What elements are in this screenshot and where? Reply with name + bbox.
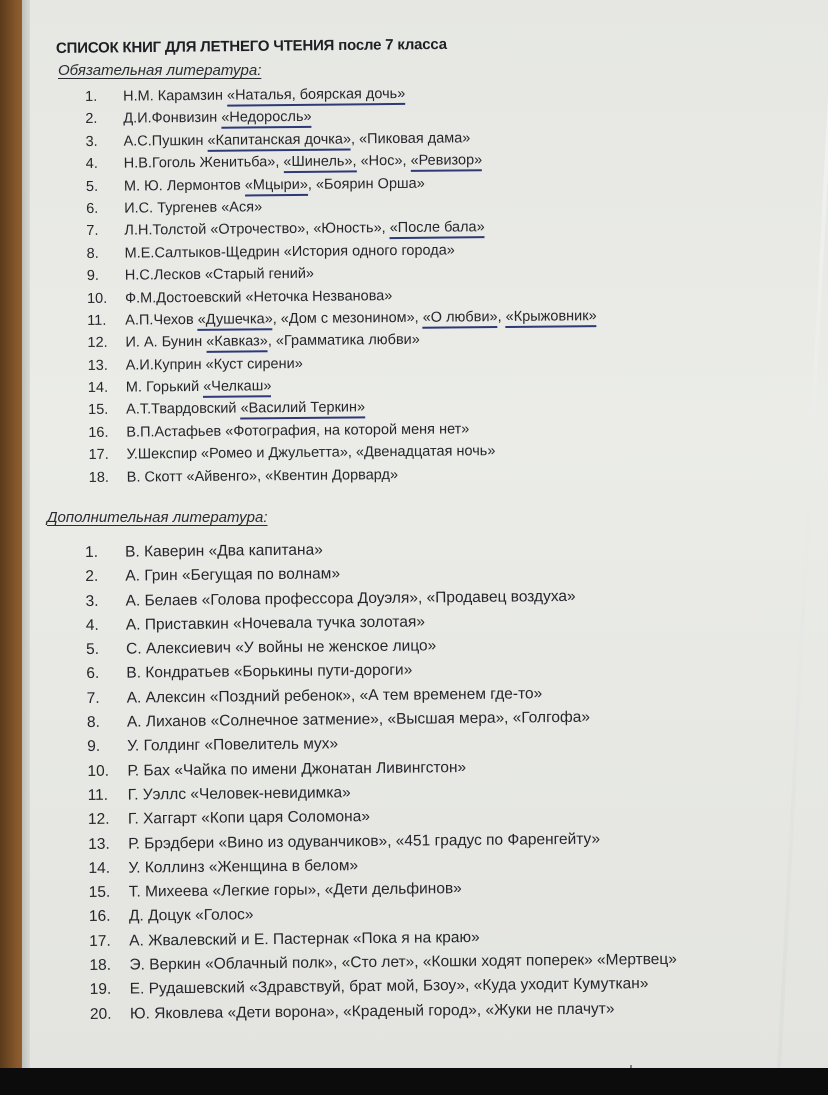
book-entry: А. Грин «Бегущая по волнам» — [125, 565, 341, 585]
item-number: 6. — [86, 200, 99, 217]
book-author: А.П.Чехов — [125, 311, 198, 329]
item-number: 19. — [89, 981, 112, 999]
underlined-book-title: «Душечка» — [198, 311, 273, 331]
item-number: 16. — [88, 908, 111, 926]
item-number: 15. — [88, 402, 109, 419]
book-author: Л.Н.Толстой — [124, 222, 211, 239]
book-entry: В. Каверин «Два капитана» — [125, 541, 323, 561]
item-number: 3. — [85, 592, 99, 610]
book-entry: Р. Бах «Чайка по имени Джонатан Ливингстон» — [127, 758, 467, 780]
book-title: «Фотография, на которой меня нет» — [225, 421, 470, 440]
required-literature-heading: Обязательная литература: — [58, 62, 262, 79]
book-author: И. А. Бунин — [125, 334, 207, 351]
book-title: «История одного города» — [283, 242, 455, 260]
book-title: «Куст сирени» — [205, 355, 303, 373]
item-number: 1. — [85, 543, 99, 561]
underlined-book-title: «Капитанская дочка» — [207, 131, 351, 151]
book-entry: А. Лиханов «Солнечное затмение», «Высшая мера», «Голгофа» — [126, 708, 591, 731]
item-number: 2. — [85, 568, 99, 586]
item-number: 9. — [87, 738, 101, 756]
item-number: 15. — [88, 883, 111, 902]
book-author: М. Горький — [125, 378, 204, 396]
item-number: 5. — [85, 178, 99, 195]
item-number: 13. — [87, 357, 108, 374]
book-entry: У. Голдинг «Повелитель мух» — [127, 735, 339, 755]
underlined-book-title: «Василий Теркин» — [240, 400, 365, 420]
item-number: 7. — [86, 689, 100, 707]
book-entry: Ю. Яковлева «Дети ворона», «Краденый город», «Жуки не плачут» — [129, 1000, 615, 1023]
book-author: Д.И.Фонвизин — [123, 110, 222, 128]
underlined-book-title: «Недоросль» — [221, 109, 311, 129]
book-title: , «Пиковая дама» — [350, 130, 471, 148]
underlined-book-title: «Кавказ» — [206, 334, 268, 354]
book-entry: Д. Доцук «Голос» — [128, 906, 254, 926]
book-entry: Г. Хаггарт «Копи царя Соломона» — [127, 808, 371, 828]
underlined-book-title: «Челкаш» — [203, 378, 271, 398]
item-number: 20. — [89, 1005, 112, 1023]
document-title: СПИСОК КНИГ ДЛЯ ЛЕТНЕГО ЧТЕНИЯ после 7 класса — [55, 35, 447, 57]
book-entry: Э. Веркин «Облачный полк», «Сто лет», «Кошки ходят поперек» «Мертвец» — [129, 950, 677, 974]
item-number: 12. — [87, 811, 110, 829]
book-title: , «Боярин Орша» — [307, 175, 425, 193]
paper-fold-edge — [777, 0, 828, 1070]
book-title: «Айвенго», «Квентин Дорвард» — [186, 466, 399, 485]
book-title: , «Дом с мезонином», — [272, 309, 423, 328]
book-author: У.Шекспир — [126, 446, 202, 463]
item-number: 4. — [85, 156, 98, 173]
item-number: 11. — [87, 312, 107, 329]
book-title: «Ася» — [221, 199, 263, 216]
book-title: , — [497, 308, 506, 325]
book-entry: А. Приставкин «Ночевала тучка золотая» — [125, 613, 426, 634]
item-number: 17. — [89, 932, 111, 950]
book-author: А.И.Куприн — [125, 356, 206, 374]
book-entry: Е. Рудашевский «Здравствуй, брат мой, Бзоу», «Куда уходит Кумуткан» — [129, 975, 649, 998]
item-number: 13. — [88, 835, 110, 853]
underlined-book-title: «Мцыри» — [245, 176, 308, 196]
item-number: 1. — [85, 88, 98, 105]
item-number: 8. — [86, 713, 100, 732]
book-entry: В. Кондратьев «Борькины пути-дороги» — [126, 662, 413, 683]
book-entry: А. Белаев «Голова профессора Доуэля», «Продавец воздуха» — [125, 587, 576, 610]
underlined-book-title: «О любви» — [423, 309, 498, 329]
item-number: 5. — [86, 641, 100, 659]
book-entry: Г. Уэллс «Человек-невидимка» — [127, 784, 351, 804]
item-number: 11. — [87, 786, 109, 804]
book-title: «Старый гений» — [204, 265, 315, 283]
book-author: И.С. Тургенев — [124, 199, 222, 217]
item-number: 18. — [88, 469, 110, 486]
item-number: 4. — [85, 616, 99, 634]
book-author: Ф.М.Достоевский — [124, 288, 246, 307]
book-entry: Р. Брэдбери «Вино из одуванчиков», «451 градус по Фаренгейту» — [128, 830, 601, 853]
book-entry: А. Жвалевский и Е. Пастернак «Пока я на краю» — [129, 928, 480, 950]
required-book-list — [85, 81, 598, 489]
item-number: 10. — [87, 762, 110, 780]
item-number: 8. — [86, 245, 99, 262]
book-author: Н.С.Лесков — [124, 266, 206, 284]
book-author: В. Скотт — [126, 468, 187, 486]
book-entry: А. Алексин «Поздний ребенок», «А тем временем где-то» — [126, 685, 543, 707]
underlined-book-title: «Ревизор» — [410, 152, 482, 172]
item-number: 9. — [86, 268, 99, 285]
book-author: Н.М. Карамзин — [123, 87, 228, 105]
item-number: 6. — [86, 665, 100, 683]
item-number: 18. — [89, 956, 112, 975]
item-number: 3. — [85, 133, 98, 150]
item-number: 10. — [86, 290, 108, 307]
item-number: 14. — [88, 859, 111, 877]
book-author: М.Е.Салтыков-Щедрин — [124, 243, 284, 262]
item-number: 12. — [87, 335, 108, 352]
book-author: Н.В.Гоголь Женитьба», — [123, 154, 284, 172]
additional-book-list — [85, 535, 678, 1027]
book-author: А.С.Пушкин — [123, 132, 208, 150]
book-title: «Неточка Незванова» — [245, 287, 393, 305]
book-author: В.П.Астафьев — [126, 423, 226, 441]
underlined-book-title: «После бала» — [390, 220, 485, 240]
book-title: , «Грамматика любви» — [267, 332, 420, 350]
item-number: 16. — [88, 424, 109, 441]
photo-bottom-border — [0, 1068, 828, 1095]
underlined-book-title: «Шинель», — [283, 154, 356, 174]
item-number: 7. — [86, 223, 99, 240]
additional-literature-heading: Дополнительная литература: — [47, 509, 268, 526]
item-number: 2. — [85, 111, 98, 128]
item-number: 17. — [88, 447, 109, 464]
item-number: 14. — [87, 379, 109, 397]
book-title: «Ромео и Джульетта», «Двенадцатая ночь» — [200, 443, 496, 463]
underlined-book-title: «Крыжовник» — [506, 308, 597, 328]
book-author: М. Ю. Лермонтов — [123, 177, 245, 195]
book-entry: У. Коллинз «Женщина в белом» — [128, 857, 359, 877]
underlined-book-title: «Наталья, боярская дочь» — [227, 86, 405, 107]
book-entry: Т. Михеева «Легкие горы», «Дети дельфинов» — [128, 880, 462, 901]
book-title: «Нос», — [356, 153, 411, 170]
book-entry: С. Алексиевич «У войны не женское лицо» — [126, 637, 437, 658]
book-title: «Отрочество», «Юность», — [210, 220, 390, 239]
book-author: А.Т.Твардовский — [126, 400, 241, 419]
